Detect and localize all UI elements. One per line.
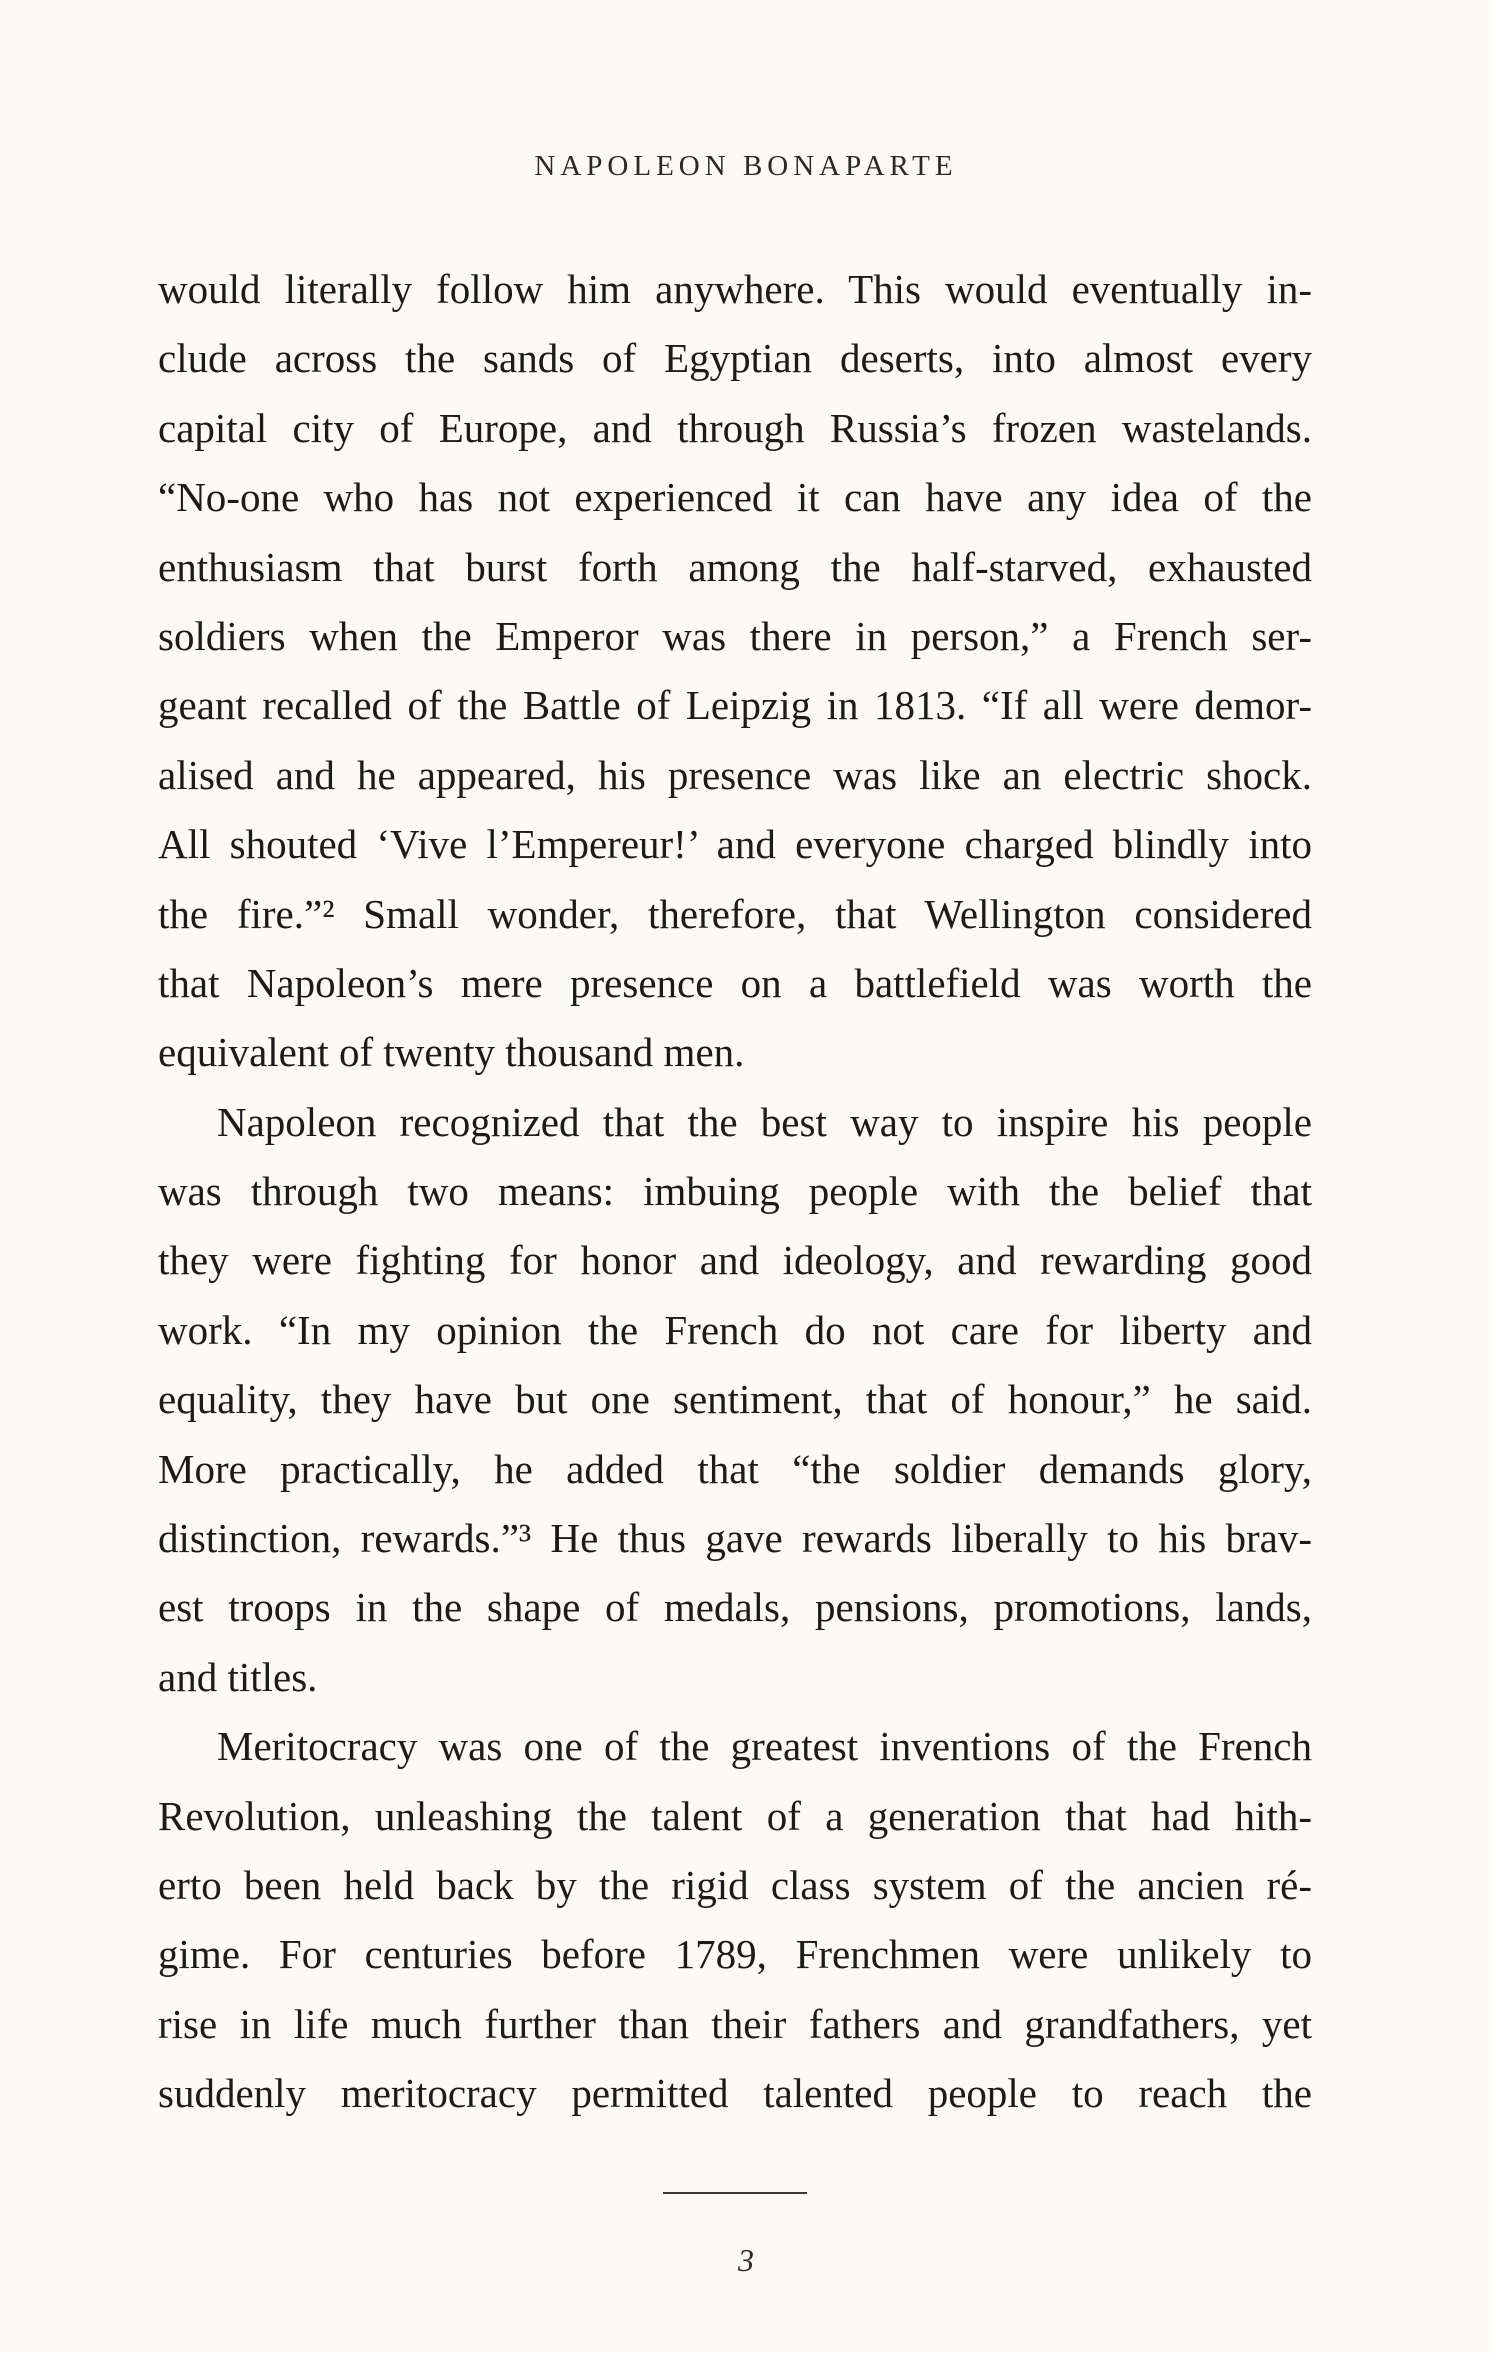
- paragraph-3: [158, 1712, 1312, 2128]
- page-number: 3: [738, 2242, 754, 2278]
- text-line: geant recalled of the Battle of Leipzig in 1813. “If all were demor-: [158, 682, 1312, 729]
- body-text: [158, 255, 1312, 2129]
- text-line: enthusiasm that burst forth among the half-starved, exhausted: [158, 543, 1312, 590]
- text-line: that Napoleon’s mere presence on a battlefield was worth the: [158, 959, 1312, 1006]
- text-line: capital city of Europe, and through Russia’s frozen wastelands.: [158, 404, 1312, 451]
- text-line: More practically, he added that “the soldier demands glory,: [158, 1445, 1312, 1492]
- text-line: erto been held back by the rigid class system of the ancien ré-: [158, 1861, 1312, 1908]
- text-line: clude across the sands of Egyptian deserts, into almost every: [158, 335, 1312, 382]
- text-line: work. “In my opinion the French do not care for liberty and: [158, 1306, 1312, 1353]
- text-line: “No-one who has not experienced it can have any idea of the: [158, 474, 1312, 521]
- text-line: distinction, rewards.”³ He thus gave rewards liberally to his brav-: [158, 1515, 1312, 1562]
- text-line: equivalent of twenty thousand men.: [158, 1029, 745, 1076]
- text-line: alised and he appeared, his presence was like an electric shock.: [158, 751, 1312, 798]
- text-line: they were fighting for honor and ideology, and rewarding good: [158, 1237, 1312, 1284]
- text-line: was through two means: imbuing people with the belief that: [158, 1168, 1312, 1215]
- text-line: and titles.: [158, 1653, 318, 1700]
- text-line: rise in life much further than their fathers and grandfathers, yet: [158, 2000, 1312, 2047]
- text-line: Meritocracy was one of the greatest inventions of the French: [217, 1723, 1312, 1770]
- text-line: would literally follow him anywhere. This would eventually in-: [158, 266, 1312, 312]
- running-head: NAPOLEON BONAPARTE: [534, 150, 958, 182]
- text-line: gime. For centuries before 1789, Frenchmen were unlikely to: [158, 1931, 1312, 1978]
- text-line: the fire.”² Small wonder, therefore, that Wellington considered: [158, 890, 1312, 937]
- text-line: Napoleon recognized that the best way to inspire his people: [217, 1098, 1312, 1145]
- text-line: equality, they have but one sentiment, that of honour,” he said.: [158, 1376, 1312, 1423]
- text-line: soldiers when the Emperor was there in person,” a French ser-: [158, 612, 1312, 659]
- text-line: suddenly meritocracy permitted talented people to reach the: [158, 2070, 1312, 2117]
- paragraph-1: [158, 255, 1312, 1088]
- text-line: Revolution, unleashing the talent of a generation that had hith-: [158, 1792, 1312, 1839]
- footer-rule: [663, 2192, 807, 2194]
- text-line: All shouted ‘Vive l’Empereur!’ and everyone charged blindly into: [158, 821, 1312, 868]
- text-line: est troops in the shape of medals, pensions, promotions, lands,: [158, 1584, 1312, 1631]
- paragraph-2: [158, 1088, 1312, 1713]
